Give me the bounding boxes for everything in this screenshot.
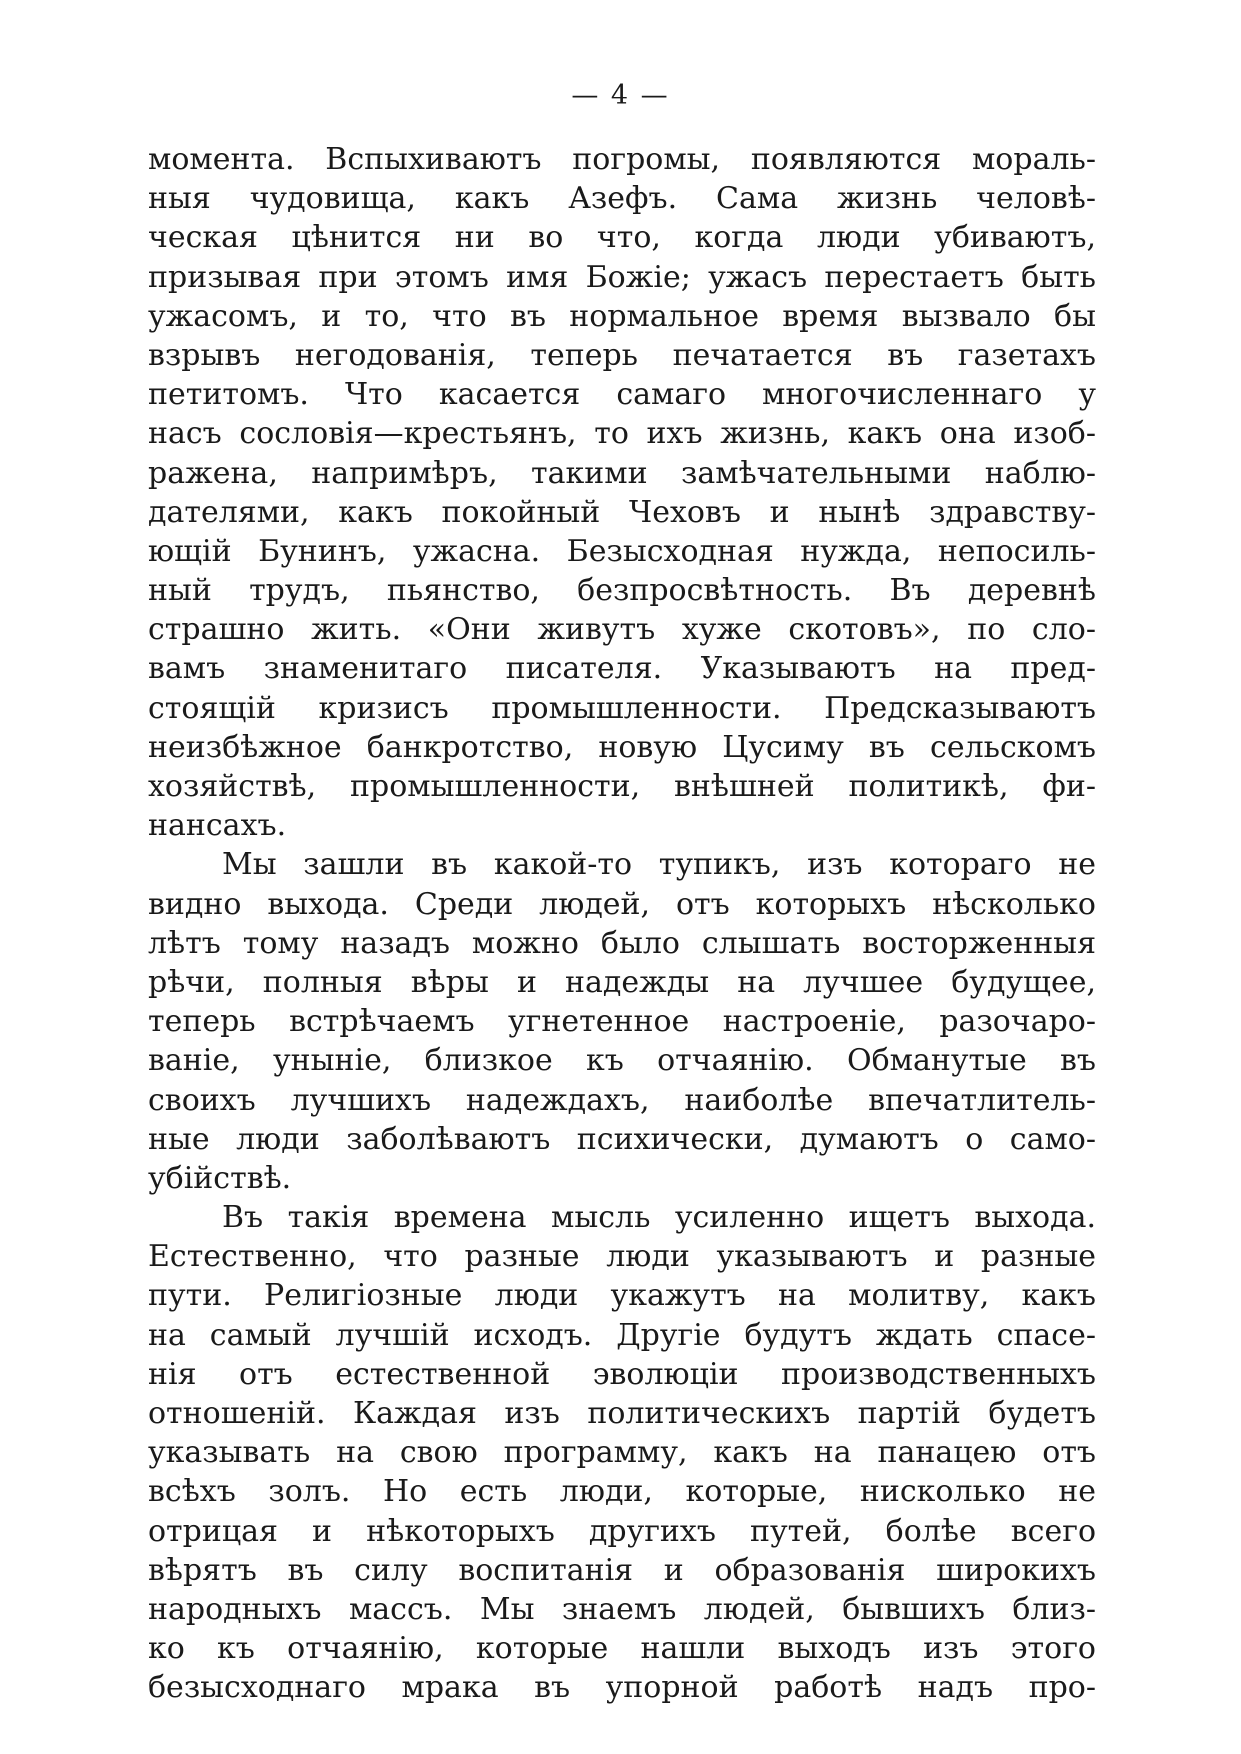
text-line: Мы зашли въ какой-то тупикъ, изъ котораго не bbox=[222, 847, 1096, 883]
text-line: народныхъ массъ. Мы знаемъ людей, бывшихъ близ- bbox=[148, 1591, 1096, 1627]
text-line: вѣрятъ въ силу воспитанія и образованія широкихъ bbox=[148, 1552, 1096, 1588]
text-line: безысходнаго мрака въ упорной работѣ надъ про- bbox=[148, 1670, 1096, 1706]
text-line: взрывъ негодованія, теперь печатается въ газетахъ bbox=[148, 337, 1096, 373]
text-body bbox=[148, 140, 1096, 1708]
text-line: отношеній. Каждая изъ политическихъ партій будетъ bbox=[148, 1396, 1096, 1431]
text-line: убійствѣ. bbox=[148, 1160, 292, 1196]
paragraph-2 bbox=[148, 845, 1096, 1198]
text-line: ко къ отчаянію, которые нашли выходъ изъ этого bbox=[148, 1631, 1096, 1667]
text-line: момента. Вспыхиваютъ погромы, появляются мораль- bbox=[148, 142, 1096, 177]
paragraph-1 bbox=[148, 140, 1096, 845]
text-line: ражена, напримѣръ, такими замѣчательными наблю- bbox=[148, 455, 1096, 491]
text-line: Естественно, что разные люди указываютъ и разные bbox=[148, 1239, 1096, 1275]
text-line: на самый лучшій исходъ. Другіе будутъ ждать спасе- bbox=[148, 1317, 1096, 1353]
text-line: петитомъ. Что касается самаго многочисленнаго у bbox=[148, 377, 1096, 413]
text-line: ужасомъ, и то, что въ нормальное время вызвало бы bbox=[148, 298, 1096, 334]
text-line: Въ такія времена мысль усиленно ищетъ выхода. bbox=[222, 1200, 1096, 1236]
text-line: нансахъ. bbox=[148, 808, 287, 844]
text-line: хозяйствѣ, промышленности, внѣшней политикѣ, фи- bbox=[148, 769, 1096, 804]
paragraph-3 bbox=[148, 1198, 1096, 1707]
text-line: ный трудъ, пьянство, безпросвѣтность. Въ деревнѣ bbox=[148, 573, 1096, 609]
text-line: вамъ знаменитаго писателя. Указываютъ на пред- bbox=[148, 651, 1096, 687]
text-line: своихъ лучшихъ надеждахъ, наиболѣе впечатлитель- bbox=[148, 1082, 1096, 1118]
text-line: рѣчи, полныя вѣры и надежды на лучшее будущее, bbox=[148, 964, 1096, 1000]
text-line: ные люди заболѣваютъ психически, думаютъ о само- bbox=[148, 1121, 1096, 1157]
text-line: дателями, какъ покойный Чеховъ и нынѣ здравству- bbox=[148, 494, 1096, 530]
text-line: неизбѣжное банкротство, новую Цусиму въ сельскомъ bbox=[148, 729, 1096, 765]
text-line: насъ сословія—крестьянъ, то ихъ жизнь, какъ она изоб- bbox=[148, 416, 1096, 452]
text-line: ныя чудовища, какъ Азефъ. Сама жизнь человѣ- bbox=[148, 181, 1096, 217]
text-line: призывая при этомъ имя Божіе; ужасъ перестаетъ быть bbox=[148, 259, 1096, 295]
text-line: страшно жить. «Они живутъ хуже скотовъ», по сло- bbox=[148, 612, 1096, 648]
text-line: видно выхода. Среди людей, отъ которыхъ нѣсколько bbox=[148, 886, 1096, 922]
text-line: нія отъ естественной эволюціи производственныхъ bbox=[148, 1356, 1096, 1392]
text-line: указывать на свою программу, какъ на панацею отъ bbox=[148, 1435, 1096, 1471]
text-line: ющій Бунинъ, ужасна. Безысходная нужда, непосиль- bbox=[148, 533, 1096, 569]
page-number: — 4 — bbox=[571, 80, 670, 111]
text-line: отрицая и нѣкоторыхъ другихъ путей, болѣе всего bbox=[148, 1513, 1096, 1549]
text-line: всѣхъ золъ. Но есть люди, которые, нисколько не bbox=[148, 1474, 1096, 1510]
text-line: лѣтъ тому назадъ можно было слышать восторженныя bbox=[148, 925, 1096, 961]
text-line: теперь встрѣчаемъ угнетенное настроеніе, разочаро- bbox=[148, 1004, 1096, 1040]
text-line: ческая цѣнится ни во что, когда люди убиваютъ, bbox=[148, 220, 1096, 256]
text-line: ваніе, уныніе, близкое къ отчаянію. Обманутые въ bbox=[148, 1043, 1096, 1079]
text-line: стоящій кризисъ промышленности. Предсказываютъ bbox=[148, 690, 1096, 726]
text-line: пути. Религіозные люди укажутъ на молитву, какъ bbox=[148, 1278, 1096, 1314]
